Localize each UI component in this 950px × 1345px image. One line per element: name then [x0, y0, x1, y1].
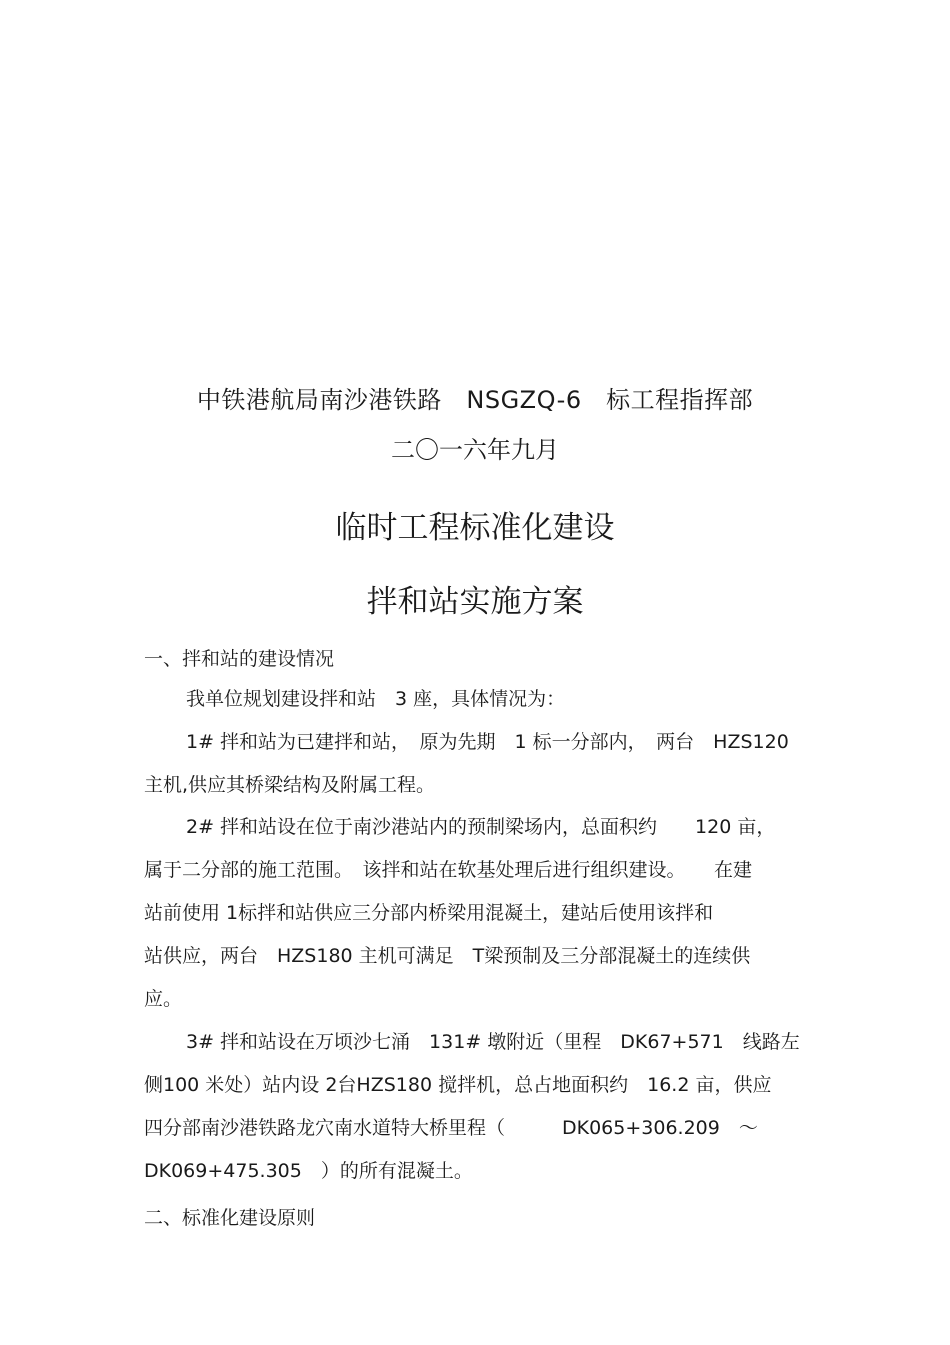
paragraph-overview [144, 678, 809, 721]
paragraph-line: 站前使用 1标拌和站供应三分部内桥梁用混凝土，建站后使用该拌和 [144, 902, 714, 924]
paragraph-line: 1# 拌和站为已建拌和站， 原为先期 1 标一分部内， 两台 HZS120 [186, 731, 789, 753]
paragraph-line: 我单位规划建设拌和站 3 座，具体情况为： [186, 688, 566, 710]
paragraph-line: 站供应，两台 HZS180 主机可满足 T梁预制及三分部混凝土的连续供 [144, 945, 751, 967]
document-date: 二〇一六年九月 [391, 436, 559, 464]
paragraph-station-2 [144, 806, 809, 1021]
paragraph-line: 属于二分部的施工范围。 该拌和站在软基处理后进行组织建设。 在建 [144, 859, 753, 881]
document-subtitle: 拌和站实施方案 [366, 584, 584, 620]
paragraph-line: 2# 拌和站设在位于南沙港站内的预制梁场内，总面积约 120 亩， [186, 816, 776, 838]
paragraph-station-3 [144, 1021, 809, 1193]
paragraph-line: 四分部南沙港铁路龙穴南水道特大桥里程（ DK065+306.209 ～ [144, 1117, 758, 1139]
paragraph-line: 侧100 米处）站内设 2台HZS180 搅拌机，总占地面积约 16.2 亩，供应 [144, 1074, 772, 1096]
paragraph-line: DK069+475.305 ）的所有混凝土。 [144, 1160, 473, 1182]
section-heading-2: 二、标准化建设原则 [144, 1207, 316, 1229]
organization-name: 中铁港航局南沙港铁路 NSGZQ-6 标工程指挥部 [196, 386, 754, 414]
paragraph-line: 3# 拌和站设在万顷沙七涌 131# 墩附近（里程 DK67+571 线路左 [186, 1031, 800, 1053]
paragraph-line: 主机,供应其桥梁结构及附属工程。 [144, 774, 436, 796]
paragraph-station-1 [144, 721, 809, 807]
document-title: 临时工程标准化建设 [335, 510, 615, 546]
paragraph-line: 应。 [144, 988, 183, 1010]
section-heading-1: 一、拌和站的建设情况 [144, 648, 335, 670]
